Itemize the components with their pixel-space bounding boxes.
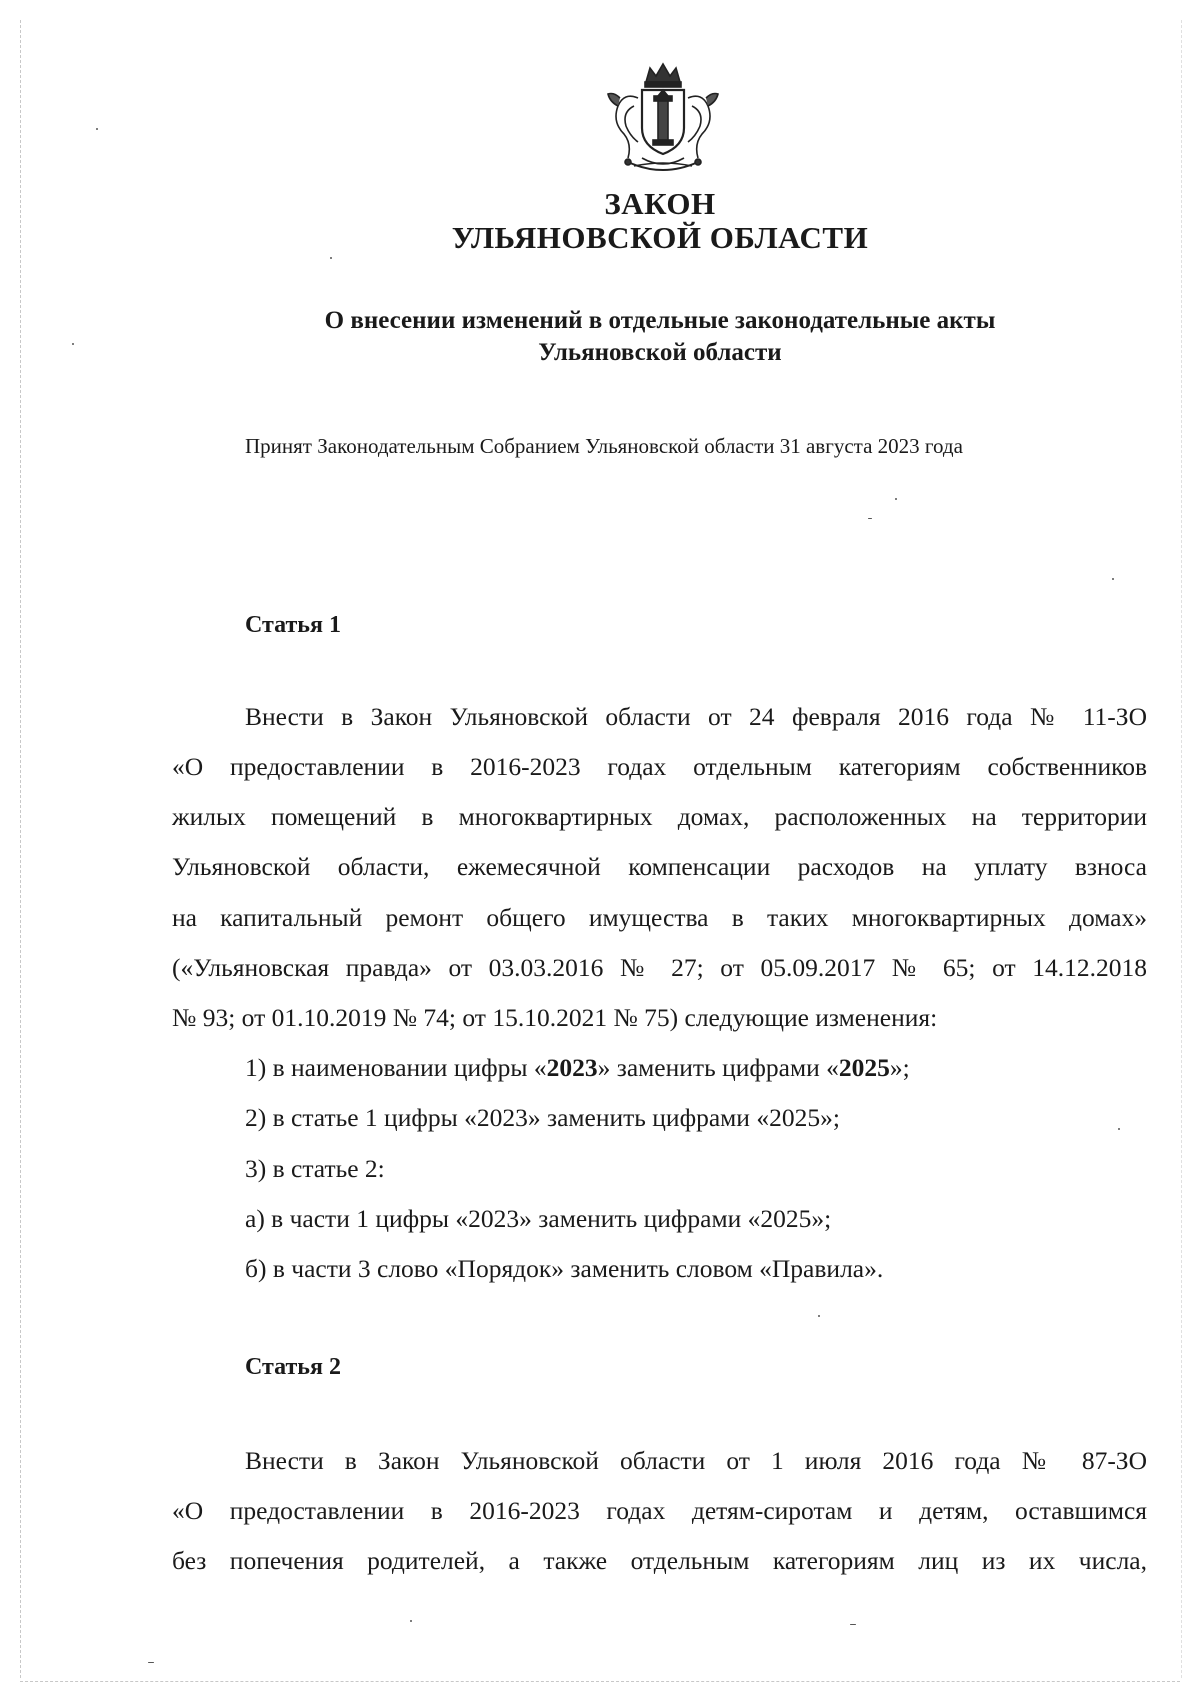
article-1-line: жилых помещений в многоквартирных домах, расположенных на территории xyxy=(172,802,1147,831)
item-text: » заменить цифрами « xyxy=(597,1053,839,1082)
item-old-value: 2023 xyxy=(546,1053,598,1082)
scan-speck xyxy=(1118,1128,1120,1130)
article-1-item-1 xyxy=(245,1053,910,1083)
article-1-line: Внести в Закон Ульяновской области от 24 февраля 2016 года № 11-ЗО xyxy=(245,702,1147,731)
scan-speck xyxy=(96,128,98,130)
item-text: »; xyxy=(889,1053,910,1082)
article-1-item-3b: б) в части 3 слово «Порядок» заменить словом «Правила». xyxy=(245,1254,884,1283)
article-1-line: № 93; от 01.10.2019 № 74; от 15.10.2021 № 75) следующие изменения: xyxy=(172,1003,938,1032)
item-new-value: 2025 xyxy=(838,1053,890,1082)
article-2-line: «О предоставлении в 2016-2023 годах детям-сиротам и детям, оставшимся xyxy=(172,1496,1147,1525)
article-2-heading: Статья 2 xyxy=(245,1354,341,1380)
scan-speck xyxy=(818,1315,820,1317)
law-region-title: УЛЬЯНОВСКОЙ ОБЛАСТИ xyxy=(451,220,869,255)
article-1-line: на капитальный ремонт общего имущества в таких многоквартирных домах» xyxy=(172,903,1147,932)
article-2-line: Внести в Закон Ульяновской области от 1 июля 2016 года № 87-ЗО xyxy=(245,1446,1147,1475)
adoption-note: Принят Законодательным Собранием Ульяновской области 31 августа 2023 года xyxy=(245,434,963,458)
scan-speck xyxy=(850,1624,856,1625)
law-subject-line-1: О внесении изменений в отдельные законодательные акты xyxy=(324,307,996,334)
ulyanovsk-coat-of-arms-icon xyxy=(598,62,728,180)
scan-speck xyxy=(1112,578,1114,580)
article-1-line: «О предоставлении в 2016-2023 годах отдельным категориям собственников xyxy=(172,752,1147,781)
scan-speck xyxy=(410,1620,412,1622)
article-1-line: («Ульяновская правда» от 03.03.2016 № 27; от 05.09.2017 № 65; от 14.12.2018 xyxy=(172,953,1147,982)
item-text: 1) в наименовании цифры « xyxy=(245,1053,547,1082)
scan-speck xyxy=(895,498,897,500)
article-2-line: без попечения родителей, а также отдельным категориям лиц из их числа, xyxy=(172,1546,1147,1575)
scan-speck xyxy=(330,257,332,259)
scan-edge-right xyxy=(1181,20,1182,1678)
article-1-item-3a: а) в части 1 цифры «2023» заменить цифрами «2025»; xyxy=(245,1204,832,1233)
scan-edge-left xyxy=(20,20,21,1678)
article-1-heading: Статья 1 xyxy=(245,612,341,638)
scan-speck xyxy=(148,1662,154,1663)
scan-speck xyxy=(868,518,872,519)
law-subject-line-2: Ульяновской области xyxy=(538,339,782,366)
article-1-item-3: 3) в статье 2: xyxy=(245,1154,385,1183)
law-title: ЗАКОН xyxy=(604,186,716,221)
article-1-item-2: 2) в статье 1 цифры «2023» заменить цифрами «2025»; xyxy=(245,1103,840,1132)
scan-edge-bottom xyxy=(20,1681,1180,1682)
article-1-line: Ульяновской области, ежемесячной компенсации расходов на уплату взноса xyxy=(172,852,1147,881)
